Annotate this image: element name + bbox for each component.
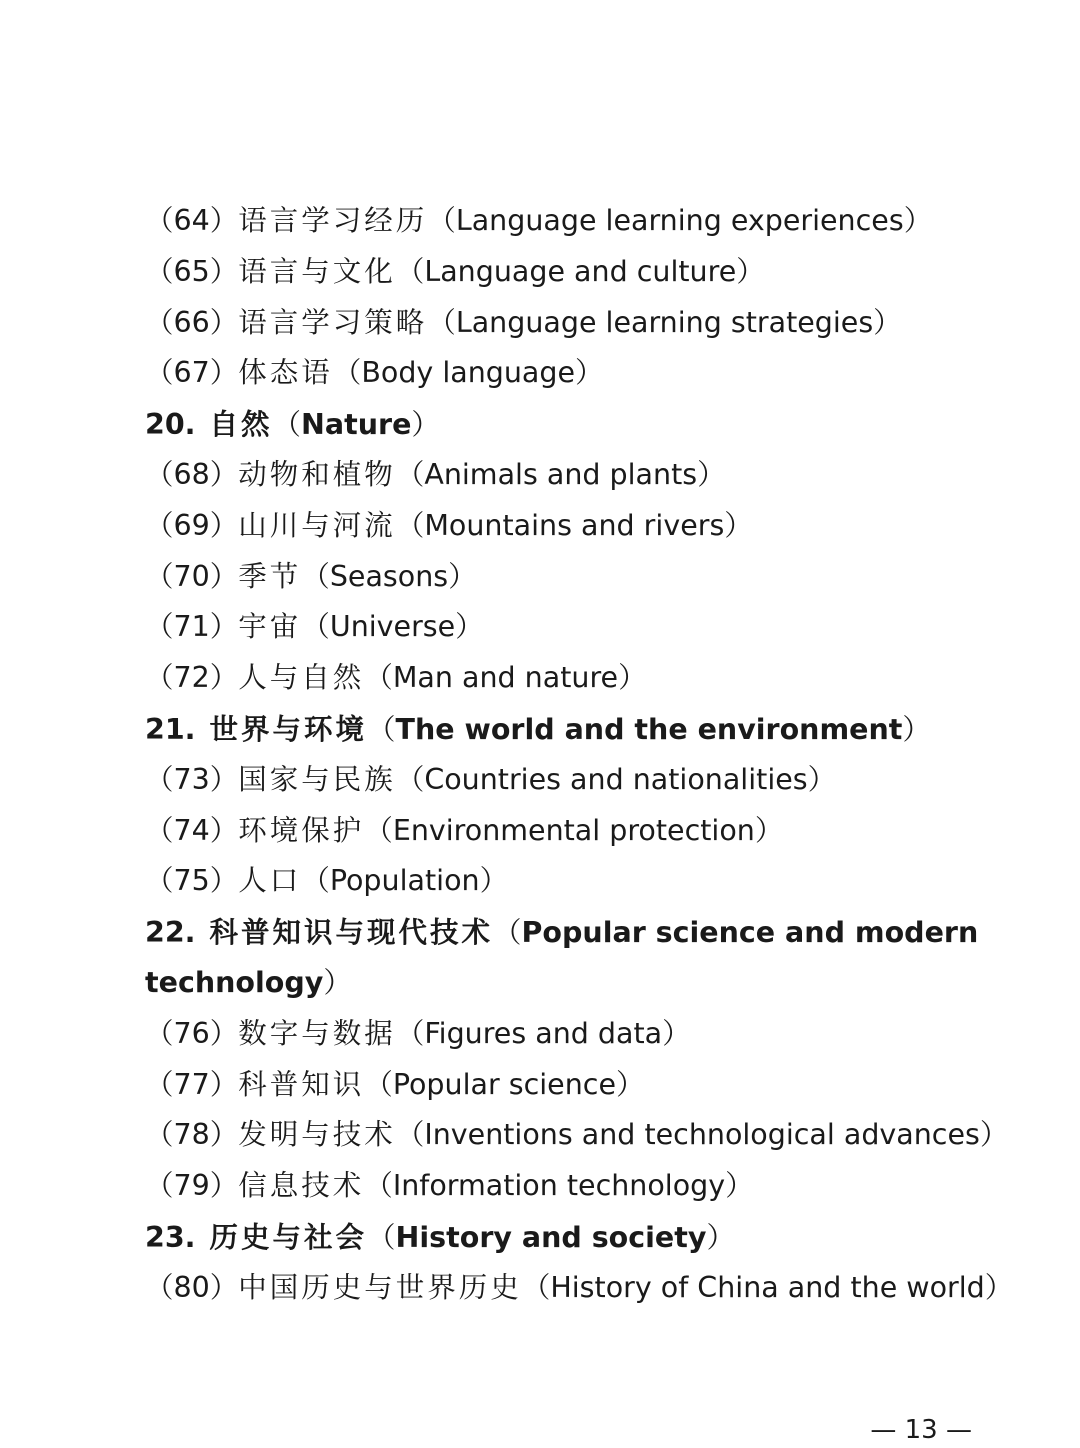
open-paren: （	[145, 1067, 174, 1101]
close-paren: ）	[984, 1270, 1014, 1304]
open-paren: （	[145, 254, 174, 288]
open-paren: （	[145, 1270, 174, 1304]
open-paren: （	[145, 305, 174, 339]
close-paren: ）	[209, 457, 239, 491]
open-paren: （	[395, 254, 425, 288]
english-heading: Nature	[301, 408, 412, 442]
open-paren: （	[145, 457, 174, 491]
item-number: 79	[173, 1169, 210, 1203]
item-number: 73	[173, 762, 210, 796]
topic-item	[145, 1060, 975, 1111]
close-paren: ）	[873, 305, 902, 339]
open-paren: （	[395, 1118, 425, 1152]
open-paren: （	[145, 864, 174, 898]
close-paren: ）	[754, 813, 784, 847]
open-paren: （	[145, 610, 174, 644]
close-paren: ）	[736, 254, 765, 288]
close-paren: ）	[725, 1169, 754, 1203]
english-title: Inventions and technological advances	[424, 1118, 980, 1152]
chinese-heading: 自然	[209, 407, 273, 442]
close-paren: ）	[616, 1067, 645, 1101]
close-paren: ）	[662, 1016, 691, 1050]
close-paren: ）	[209, 204, 239, 237]
item-number: 75	[173, 864, 210, 898]
topic-item	[145, 247, 975, 298]
english-title: Language and culture	[424, 254, 737, 288]
close-paren: ）	[979, 1118, 1009, 1152]
close-paren: ）	[209, 254, 239, 288]
english-title: Language learning strategies	[455, 305, 874, 339]
open-paren: （	[395, 457, 425, 491]
topic-item	[145, 602, 975, 653]
open-paren: （	[395, 1016, 425, 1050]
close-paren: ）	[807, 762, 837, 796]
close-paren: ）	[903, 204, 933, 237]
close-paren: ）	[209, 813, 239, 847]
chinese-title: 语言学习策略	[238, 305, 428, 339]
item-number: 76	[173, 1016, 210, 1050]
open-paren: （	[364, 813, 393, 847]
english-heading: History and society	[395, 1220, 707, 1254]
chinese-title: 宇宙	[238, 610, 302, 644]
topic-item	[145, 755, 975, 806]
close-paren: ）	[209, 508, 239, 542]
close-paren: ）	[902, 712, 931, 746]
close-paren: ）	[209, 610, 239, 644]
chinese-title: 中国历史与世界历史	[238, 1270, 522, 1304]
chinese-title: 动物和植物	[238, 457, 396, 491]
open-paren: （	[272, 408, 302, 442]
topic-item	[145, 501, 975, 552]
topic-item	[145, 1161, 975, 1212]
topic-list	[145, 196, 1014, 1314]
open-paren: （	[301, 864, 330, 898]
chinese-title: 体态语	[238, 356, 333, 390]
item-number: 64	[173, 204, 210, 237]
item-number: 67	[173, 356, 210, 390]
english-title: History of China and the world	[550, 1270, 985, 1304]
chinese-heading: 世界与环境	[209, 711, 368, 746]
close-paren: ）	[209, 305, 239, 339]
topic-heading	[145, 704, 975, 755]
topic-item	[145, 1009, 975, 1060]
chinese-title: 信息技术	[238, 1169, 365, 1203]
heading-number: 22.	[145, 916, 196, 950]
english-title: Countries and nationalities	[424, 762, 808, 796]
topic-item	[145, 1263, 1014, 1314]
english-title: Population	[329, 864, 480, 898]
open-paren: （	[367, 1220, 396, 1254]
open-paren: （	[364, 1067, 393, 1101]
topic-item	[145, 298, 975, 349]
open-paren: （	[367, 712, 396, 746]
open-paren: （	[364, 661, 393, 695]
chinese-title: 语言与文化	[238, 254, 396, 288]
item-number: 68	[173, 457, 210, 491]
topic-heading	[145, 1212, 975, 1263]
english-title: Man and nature	[392, 661, 619, 695]
english-title: Figures and data	[424, 1016, 663, 1050]
chinese-title: 人口	[238, 864, 302, 898]
close-paren: ）	[575, 356, 604, 390]
open-paren: （	[145, 204, 174, 237]
item-number: 72	[173, 661, 210, 695]
english-title: Information technology	[392, 1169, 726, 1203]
open-paren: （	[427, 204, 456, 237]
item-number: 65	[173, 254, 210, 288]
topic-item	[145, 1110, 1009, 1161]
open-paren: （	[145, 813, 174, 847]
open-paren: （	[521, 1270, 551, 1304]
topic-item	[145, 552, 975, 603]
chinese-title: 人与自然	[238, 661, 365, 695]
english-title: Popular science	[392, 1067, 616, 1101]
open-paren: （	[332, 356, 362, 390]
open-paren: （	[145, 1169, 174, 1203]
item-number: 71	[173, 610, 210, 644]
chinese-title: 国家与民族	[238, 762, 396, 796]
close-paren: ）	[724, 508, 753, 542]
close-paren: ）	[411, 408, 440, 442]
close-paren: ）	[455, 610, 484, 644]
english-title: Universe	[329, 610, 456, 644]
close-paren: ）	[618, 661, 647, 695]
chinese-title: 环境保护	[238, 813, 365, 847]
chinese-title: 山川与河流	[238, 508, 396, 542]
page-number: — 13 —	[870, 1415, 972, 1445]
english-title: Body language	[361, 356, 576, 390]
close-paren: ）	[209, 1270, 239, 1304]
open-paren: （	[145, 1118, 174, 1152]
heading-number: 23.	[145, 1220, 196, 1254]
open-paren: （	[301, 610, 330, 644]
open-paren: （	[427, 305, 456, 339]
close-paren: ）	[479, 864, 509, 898]
topic-item	[145, 856, 975, 907]
english-heading: The world and the environment	[395, 712, 903, 746]
close-paren: ）	[323, 965, 352, 999]
open-paren: （	[145, 356, 174, 390]
item-number: 77	[173, 1067, 210, 1101]
open-paren: （	[145, 762, 174, 796]
english-title: Animals and plants	[424, 457, 698, 491]
english-title: Mountains and rivers	[424, 508, 725, 542]
close-paren: ）	[209, 1169, 239, 1203]
close-paren: ）	[209, 559, 239, 593]
topic-item	[145, 806, 975, 857]
close-paren: ）	[209, 864, 239, 898]
close-paren: ）	[697, 457, 726, 491]
english-heading-continued: technology	[145, 965, 324, 999]
topic-item	[145, 450, 975, 501]
chinese-title: 科普知识	[238, 1067, 365, 1101]
english-heading: Popular science and modern	[521, 916, 979, 950]
close-paren: ）	[209, 1016, 239, 1050]
item-number: 70	[173, 559, 210, 593]
item-number: 74	[173, 813, 210, 847]
chinese-title: 发明与技术	[238, 1118, 396, 1152]
english-title: Language learning experiences	[455, 204, 904, 237]
item-number: 69	[173, 508, 210, 542]
item-number: 80	[173, 1270, 210, 1304]
open-paren: （	[145, 559, 174, 593]
topic-heading	[145, 958, 975, 1009]
chinese-title: 语言学习经历	[238, 204, 428, 237]
heading-number: 20.	[145, 408, 196, 442]
chinese-heading: 历史与社会	[209, 1219, 368, 1254]
topic-item	[145, 348, 975, 399]
topic-heading	[145, 399, 975, 450]
open-paren: （	[395, 508, 425, 542]
close-paren: ）	[209, 661, 239, 695]
open-paren: （	[145, 661, 174, 695]
chinese-heading: 科普知识与现代技术	[209, 915, 494, 950]
topic-heading	[145, 907, 979, 958]
close-paren: ）	[448, 559, 477, 593]
open-paren: （	[364, 1169, 393, 1203]
close-paren: ）	[209, 1118, 239, 1152]
item-number: 78	[173, 1118, 210, 1152]
close-paren: ）	[209, 1067, 239, 1101]
open-paren: （	[301, 559, 330, 593]
item-number: 66	[173, 305, 210, 339]
english-title: Environmental protection	[392, 813, 755, 847]
topic-item	[145, 653, 975, 704]
chinese-title: 季节	[238, 559, 302, 593]
chinese-title: 数字与数据	[238, 1016, 396, 1050]
close-paren: ）	[209, 762, 239, 796]
heading-number: 21.	[145, 712, 196, 746]
english-title: Seasons	[329, 559, 449, 593]
open-paren: （	[395, 762, 425, 796]
open-paren: （	[145, 1016, 174, 1050]
close-paren: ）	[209, 356, 239, 390]
close-paren: ）	[706, 1220, 735, 1254]
topic-item	[145, 196, 975, 247]
open-paren: （	[493, 916, 522, 950]
open-paren: （	[145, 508, 174, 542]
